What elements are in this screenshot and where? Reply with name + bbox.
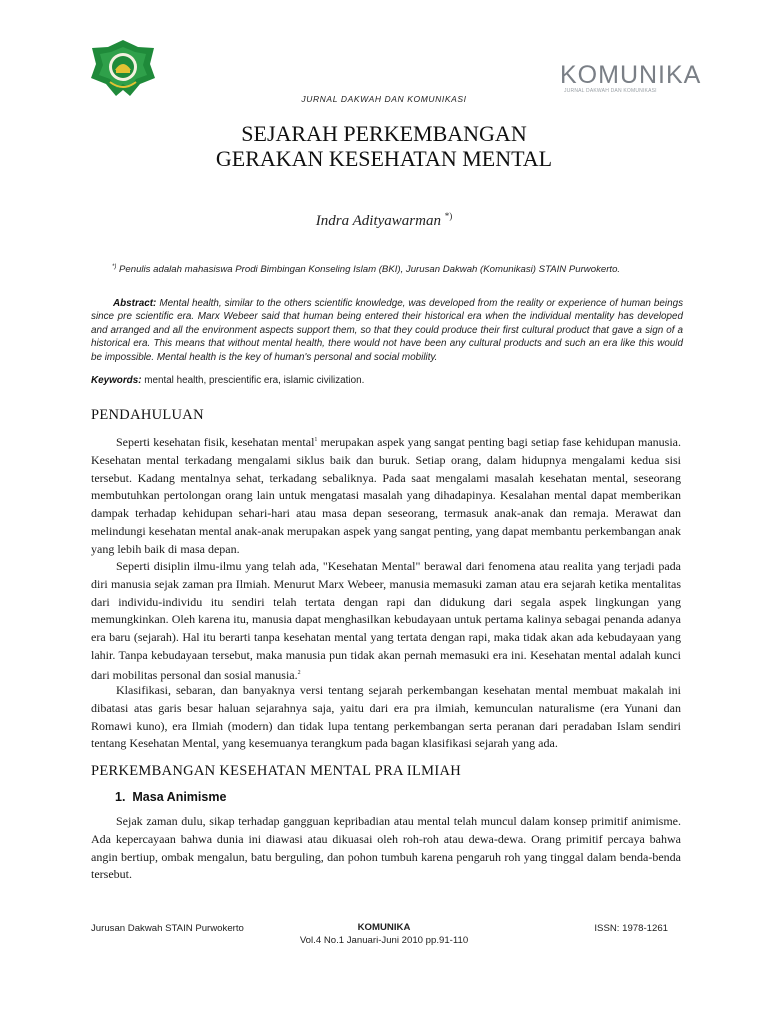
paragraph-intro-2 bbox=[91, 558, 681, 685]
paragraph-text: merupakan aspek yang sangat penting bagi setiap fase kehidupan manusia. Kesehatan mental terkadang mengalami siklus baik dan buruk. Setiap orang, dalam hidupnya mengalami kedua sisi tersebut. Kadang mentalnya sehat, terkadang sebaliknya. Pada saat mengalami masalah kesehatan mental, seseorang membutuhkan pertolongan orang lain untuk mengatasi masalah yang dihadapinya. Kesalahan mental dapat memberikan dampak terhadap kehidupan sehari-hari atau masa depan seseorang, termasuk anak-anak dan remaja. Merawat dan melindungi kesehatan mental anak-anak merupakan aspek yang sangat penting, yang dapat membantu perkembangan anak yang lebih baik di masa depan. bbox=[91, 435, 681, 556]
subheading-number: 1. bbox=[115, 790, 126, 804]
institution-logo bbox=[88, 38, 158, 100]
heading-pendahuluan: PENDAHULUAN bbox=[91, 407, 204, 423]
reference-mark: 2 bbox=[297, 669, 301, 676]
author-footnote bbox=[112, 264, 672, 275]
keywords bbox=[91, 375, 683, 386]
footnote-text: Penulis adalah mahasiswa Prodi Bimbingan Konseling Islam (BKI), Jurusan Dakwah (Komunikasi) STAIN Purwokerto. bbox=[119, 264, 621, 276]
paragraph-intro-1 bbox=[91, 432, 681, 559]
reference-mark: 1 bbox=[314, 437, 318, 443]
paragraph-animisme: Sejak zaman dulu, sikap terhadap gangguan kepribadian atau mental telah muncul dalam konsep primitif animisme. Ada kepercayaan bahwa dunia ini diawasi atau dikuasai oleh roh-roh atau dewa-dewa. Orang primitif percaya bahwa angin bertiup, ombak mengalun, batu berguling, dan pohon tumbuh karena pengaruh roh yang tinggal dalam benda-benda tersebut. bbox=[91, 814, 681, 882]
footer-journal-issue: Vol.4 No.1 Januari-Juni 2010 pp.91-110 bbox=[299, 935, 469, 946]
brand-subtitle: JURNAL DAKWAH DAN KOMUNIKASI bbox=[564, 88, 657, 94]
paragraph-intro-3: Klasifikasi, sebaran, dan banyaknya versi tentang sejarah perkembangan kesehatan mental membuat makalah ini dibatasi atas garis besar haluan sejarahnya saja, yaitu dari era pra ilmiah, kemunculan naturalisme (era Yunani dan Romawi kuno), era Ilmiah (modern) dan tidak lupa tentang perkembangan serta peranan dari peradaban Islam sendiri tentang Kesehatan Mental, yang kesemuanya terangkum pada bagan klasifikasi sejarah yang ada. bbox=[91, 683, 681, 751]
keywords-text: mental health, prescientific era, islamic civilization. bbox=[144, 375, 365, 386]
footer-issn: ISSN: 1978-1261 bbox=[594, 923, 668, 934]
abstract-label: Abstract: bbox=[113, 298, 157, 309]
footer-journal-title: KOMUNIKA bbox=[357, 922, 411, 933]
footnote-mark: *) bbox=[112, 264, 117, 270]
article-title bbox=[0, 121, 768, 171]
heading-pra-ilmiah: PERKEMBANGAN KESEHATAN MENTAL PRA ILMIAH bbox=[91, 763, 462, 779]
footer-institution: Jurusan Dakwah STAIN Purwokerto bbox=[91, 923, 244, 934]
subheading-masa-animisme bbox=[115, 790, 226, 804]
subheading-title: Masa Animisme bbox=[132, 790, 227, 804]
author-footnote-mark: *) bbox=[444, 211, 453, 221]
stain-seal-icon bbox=[88, 38, 158, 100]
paragraph-text: Seperti kesehatan fisik, kesehatan mental bbox=[116, 435, 315, 449]
author-line bbox=[0, 211, 768, 230]
title-line-1: SEJARAH PERKEMBANGAN bbox=[241, 121, 527, 146]
title-line-2: GERAKAN KESEHATAN MENTAL bbox=[215, 146, 553, 171]
abstract bbox=[91, 297, 683, 364]
keywords-label: Keywords: bbox=[91, 375, 142, 386]
brand-name: KOMUNIKA bbox=[560, 61, 702, 89]
abstract-text: Mental health, similar to the others scientific knowledge, was developed from the reality or experience of human beings since pre scientific era. Marx Webeer said that human being entered their historical era when the individual mentality has developed and arranged and all the environment aspects support them, so that they could produce their first cultural product that gave a sign of a historical era. This means that without mental health, there would not have been any cultural products and such an era like this would be impossible. Mental health is the key of human's personal and social mobility. bbox=[91, 298, 684, 363]
paragraph-text: Seperti disiplin ilmu-ilmu yang telah ada, "Kesehatan Mental" berawal dari fenomena atau realita yang terjadi pada diri manusia sejak zaman pra Ilmiah. Menurut Marx Webeer, manusia memasuki zaman atau era sejarah ketika mentalitas dari individu-individu itu sendiri telah tertata dengan rapi dan didukung dari segala aspek lingkungan yang memungkinkan. Oleh karena itu, manusia dapat menghasilkan kebudayaan untuk pertama kalinya sebagai penanda adanya era baru (sejarah). Hal itu berarti tanpa kesehatan mental yang tertata dengan rapi, maka tidak akan ada kebudayaan yang lahir. Tanpa kebudayaan tersebut, maka manusia pun tidak akan pernah memasuki era ini. Kesehatan mental adalah kunci dari mobilitas personal dan sosial manusia. bbox=[91, 559, 681, 682]
author-name: Indra Adityawarman bbox=[315, 213, 441, 229]
journal-name: JURNAL DAKWAH DAN KOMUNIKASI bbox=[301, 94, 467, 104]
